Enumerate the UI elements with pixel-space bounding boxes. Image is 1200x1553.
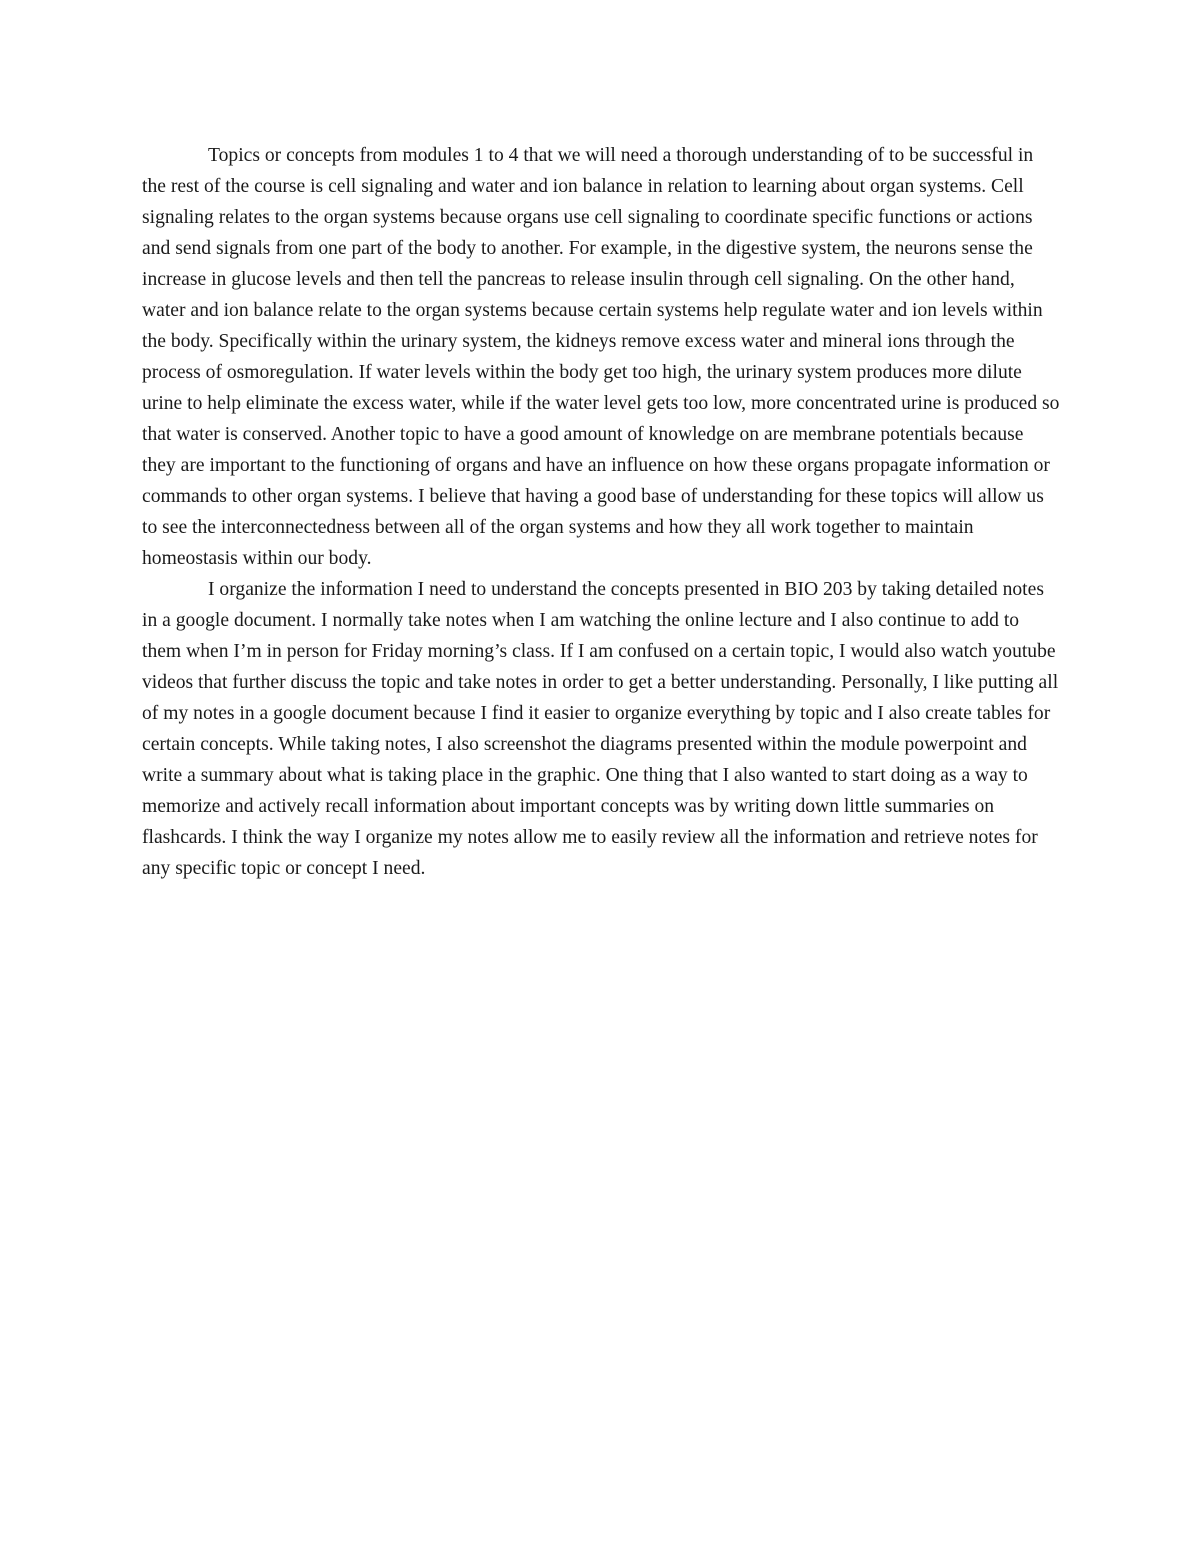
paragraph-note-organization: I organize the information I need to understand the concepts presented in BIO 203 by taking detailed notes in a google document. I normally take notes when I am watching the online lecture and I also continue to add to them when I’m in person for Friday morning’s class. If I am confused on a certain topic, I would also watch youtube videos that further discuss the topic and take notes in order to get a better understanding. Personally, I like putting all of my notes in a google document because I find it easier to organize everything by topic and I also create tables for certain concepts. While taking notes, I also screenshot the diagrams presented within the module powerpoint and write a summary about what is taking place in the graphic. One thing that I also wanted to start doing as a way to memorize and actively recall information about important concepts was by writing down little summaries on flashcards. I think the way I organize my notes allow me to easily review all the information and retrieve notes for any specific topic or concept I need. xyxy=(142,579,1059,879)
paragraph-topics-concepts: Topics or concepts from modules 1 to 4 that we will need a thorough understanding of to be successful in the rest of the course is cell signaling and water and ion balance in relation to learning about organ systems. Cell signaling relates to the organ systems because organs use cell signaling to coordinate specific functions or actions and send signals from one part of the body to another. For example, in the digestive system, the neurons sense the increase in glucose levels and then tell the pancreas to release insulin through cell signaling. On the other hand, water and ion balance relate to the organ systems because certain systems help regulate water and ion levels within the body. Specifically within the urinary system, the kidneys remove excess water and mineral ions through the process of osmoregulation. If water levels within the body get too high, the urinary system produces more dilute urine to help eliminate the excess water, while if the water level gets too low, more concentrated urine is produced so that water is conserved. Another topic to have a good amount of knowledge on are membrane potentials because they are important to the functioning of organs and have an influence on how these organs propagate information or commands to other organ systems. I believe that having a good base of understanding for these topics will allow us to see the interconnectedness between all of the organ systems and how they all work together to maintain homeostasis within our body. xyxy=(142,145,1060,569)
document-body xyxy=(142,140,1060,884)
